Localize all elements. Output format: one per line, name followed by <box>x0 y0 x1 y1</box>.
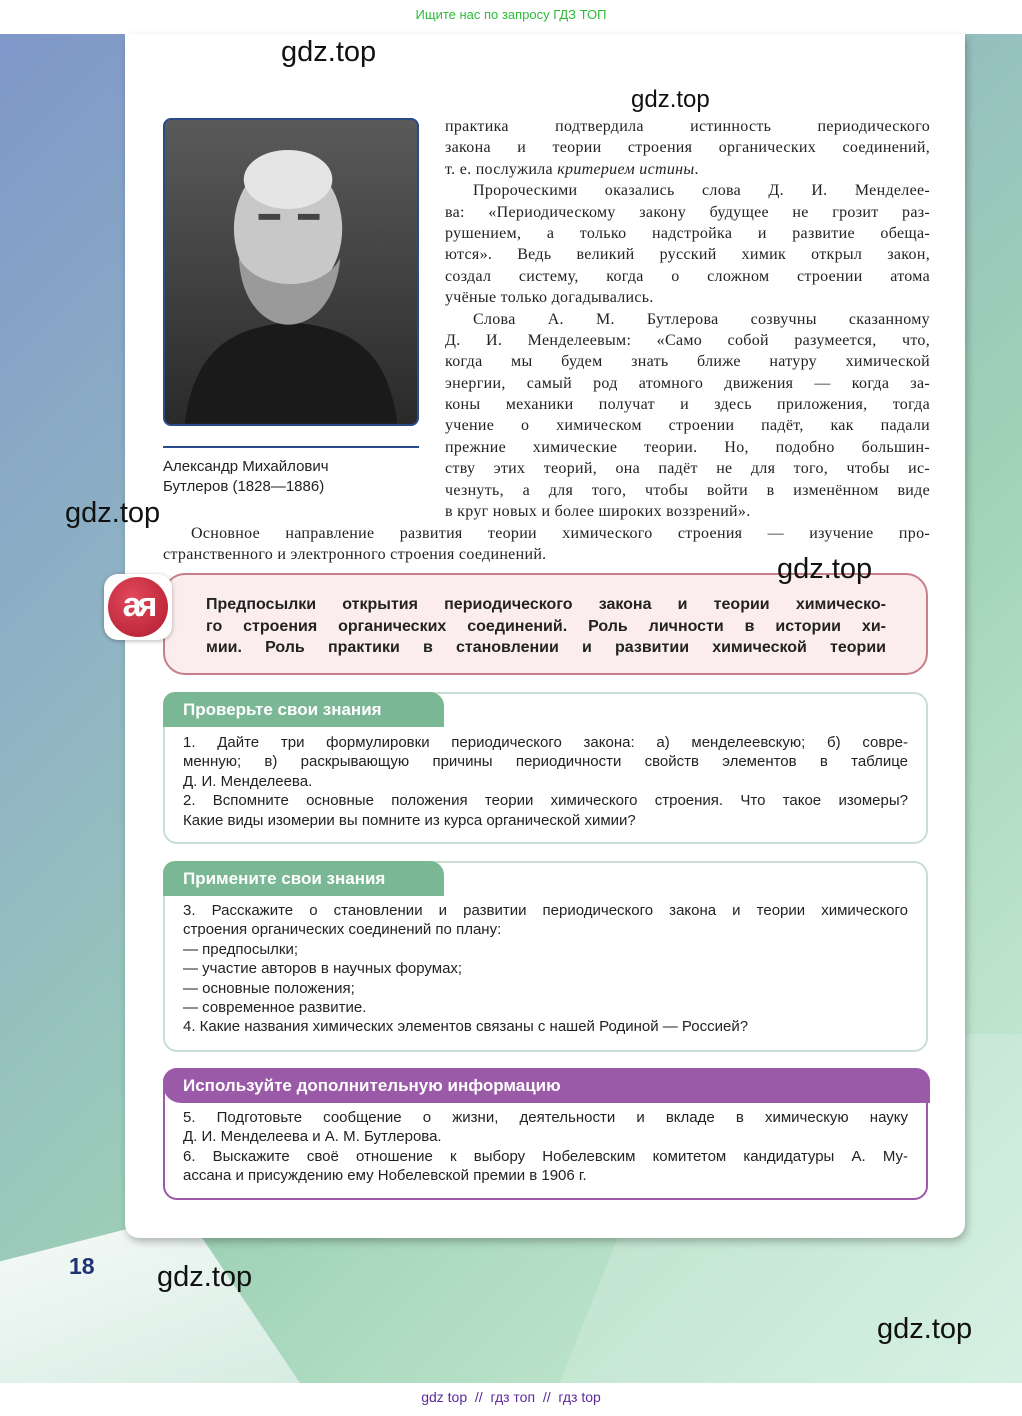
watermark: gdz.top <box>281 36 377 68</box>
check-knowledge-title: Проверьте свои знания <box>163 692 444 727</box>
text-line: ются». Ведь великий русский химик открыл закон, <box>445 246 930 264</box>
caption-line: Бутлеров (1828—1886) <box>163 478 325 495</box>
topic-text <box>206 594 886 659</box>
caption-line: Александр Михайлович <box>163 458 329 475</box>
text-line: практика подтвердила истинность периодического <box>445 118 930 135</box>
text-line: строения органических соединений по плану: <box>183 921 502 939</box>
text-line: энергии, самый род атомного движения — когда за- <box>445 374 930 392</box>
text-line: менную; в) раскрывающую причины периодичности свойств элементов в таблице <box>183 753 908 771</box>
text-line: ассана и присуждению ему Нобелевской премии в 1906 г. <box>183 1167 587 1185</box>
text-line: — предпосылки; <box>183 940 299 958</box>
right-column-text <box>445 116 930 522</box>
apply-knowledge-box <box>163 861 928 1052</box>
text-line: 2. Вспомните основные положения теории химического строения. Что такое изомеры? <box>183 792 908 810</box>
text-line: го строения органических соединений. Роль личности в истории хи- <box>206 617 886 635</box>
text-line: учение о химическом строении падёт, как падали <box>445 417 930 435</box>
text-line: Какие виды изомерии вы помните из курса органической химии? <box>183 811 636 829</box>
text-line: мии. Роль практики в становлении и развитии химической теории <box>206 639 886 656</box>
top-banner[interactable]: Ищите нас по запросу ГДЗ ТОП <box>415 7 607 22</box>
aya-icon: ая <box>108 577 168 637</box>
watermark: gdz.top <box>157 1261 253 1293</box>
watermark: gdz.top <box>631 86 710 113</box>
text-line: Д. И. Менделеева. <box>183 772 313 790</box>
italic-term: критерием истины <box>557 160 695 178</box>
photo-caption <box>163 457 329 497</box>
text-line: 3. Расскажите о становлении и развитии периодического закона и теории химического <box>183 902 908 919</box>
text-line: Слова А. М. Бутлерова созвучны сказанному <box>473 310 930 328</box>
check-knowledge-box <box>163 692 928 844</box>
text-line: ству этих теорий, она падёт не для того, чтобы ис- <box>445 460 930 478</box>
text-line: Д. И. Менделеевым: «Само собой разумеется, что, <box>445 331 930 349</box>
footer-links[interactable]: gdz top // гдз топ // гдз top <box>421 1389 601 1405</box>
text-line: Д. И. Менделеева и А. М. Бутлерова. <box>183 1128 442 1146</box>
caption-rule <box>163 446 419 448</box>
text-line: прежние химические теории. Но, подобно большин- <box>445 438 930 456</box>
text-line: коны механики получат и здесь приложения, тогда <box>445 396 930 414</box>
watermark: gdz.top <box>777 553 873 585</box>
text-line: в круг новых и более широких воззрений». <box>445 503 751 521</box>
text-line: 6. Выскажите своё отношение к выбору Нобелевским комитетом кандидатуры А. Му- <box>183 1147 908 1165</box>
text-line <box>445 159 930 180</box>
text-span: т. е. послужила <box>445 160 558 178</box>
watermark: gdz.top <box>65 497 161 529</box>
text-line: ва: «Периодическому закону будущее не грозит раз- <box>445 203 930 221</box>
text-line: Предпосылки открытия периодического закона и теории химическо- <box>206 596 886 613</box>
text-line: учёные только догадывались. <box>445 289 654 307</box>
text-line: — основные положения; <box>183 979 355 997</box>
background-shape <box>0 1214 300 1383</box>
page-number: 18 <box>69 1253 95 1279</box>
extra-info-box <box>163 1068 928 1200</box>
watermark: gdz.top <box>877 1313 973 1345</box>
text-line: Пророческими оказались слова Д. И. Менделее- <box>473 182 930 200</box>
text-line: рушением, а только надстройка и развитие обеща- <box>445 224 930 242</box>
text-line: 1. Дайте три формулировки периодического закона: а) менделеевскую; б) совре- <box>183 734 908 751</box>
extra-info-title: Используйте дополнительную информацию <box>163 1068 930 1103</box>
text-line: когда мы будем знать ближе натуру химической <box>445 353 930 371</box>
text-line: 4. Какие названия химических элементов связаны с нашей Родиной — Россией? <box>183 1018 749 1036</box>
text-line: Основное направление развития теории химического строения — изучение про- <box>191 525 930 542</box>
apply-knowledge-title: Примените свои знания <box>163 861 444 896</box>
text-line: закона и теории строения органических соединений, <box>445 139 930 157</box>
portrait-photo <box>163 118 419 426</box>
text-span: . <box>694 160 699 178</box>
text-line: чезнуть, а для того, чтобы войти в изменённом виде <box>445 481 930 499</box>
text-line: странственного и электронного строения соединений. <box>163 546 547 564</box>
text-line: 5. Подготовьте сообщение о жизни, деятельности и вкладе в химическую науку <box>183 1109 908 1126</box>
text-line: — участие авторов в научных форумах; <box>183 960 463 978</box>
text-line: создал систему, когда о сложном строении атома <box>445 267 930 285</box>
text-line: — современное развитие. <box>183 998 367 1016</box>
